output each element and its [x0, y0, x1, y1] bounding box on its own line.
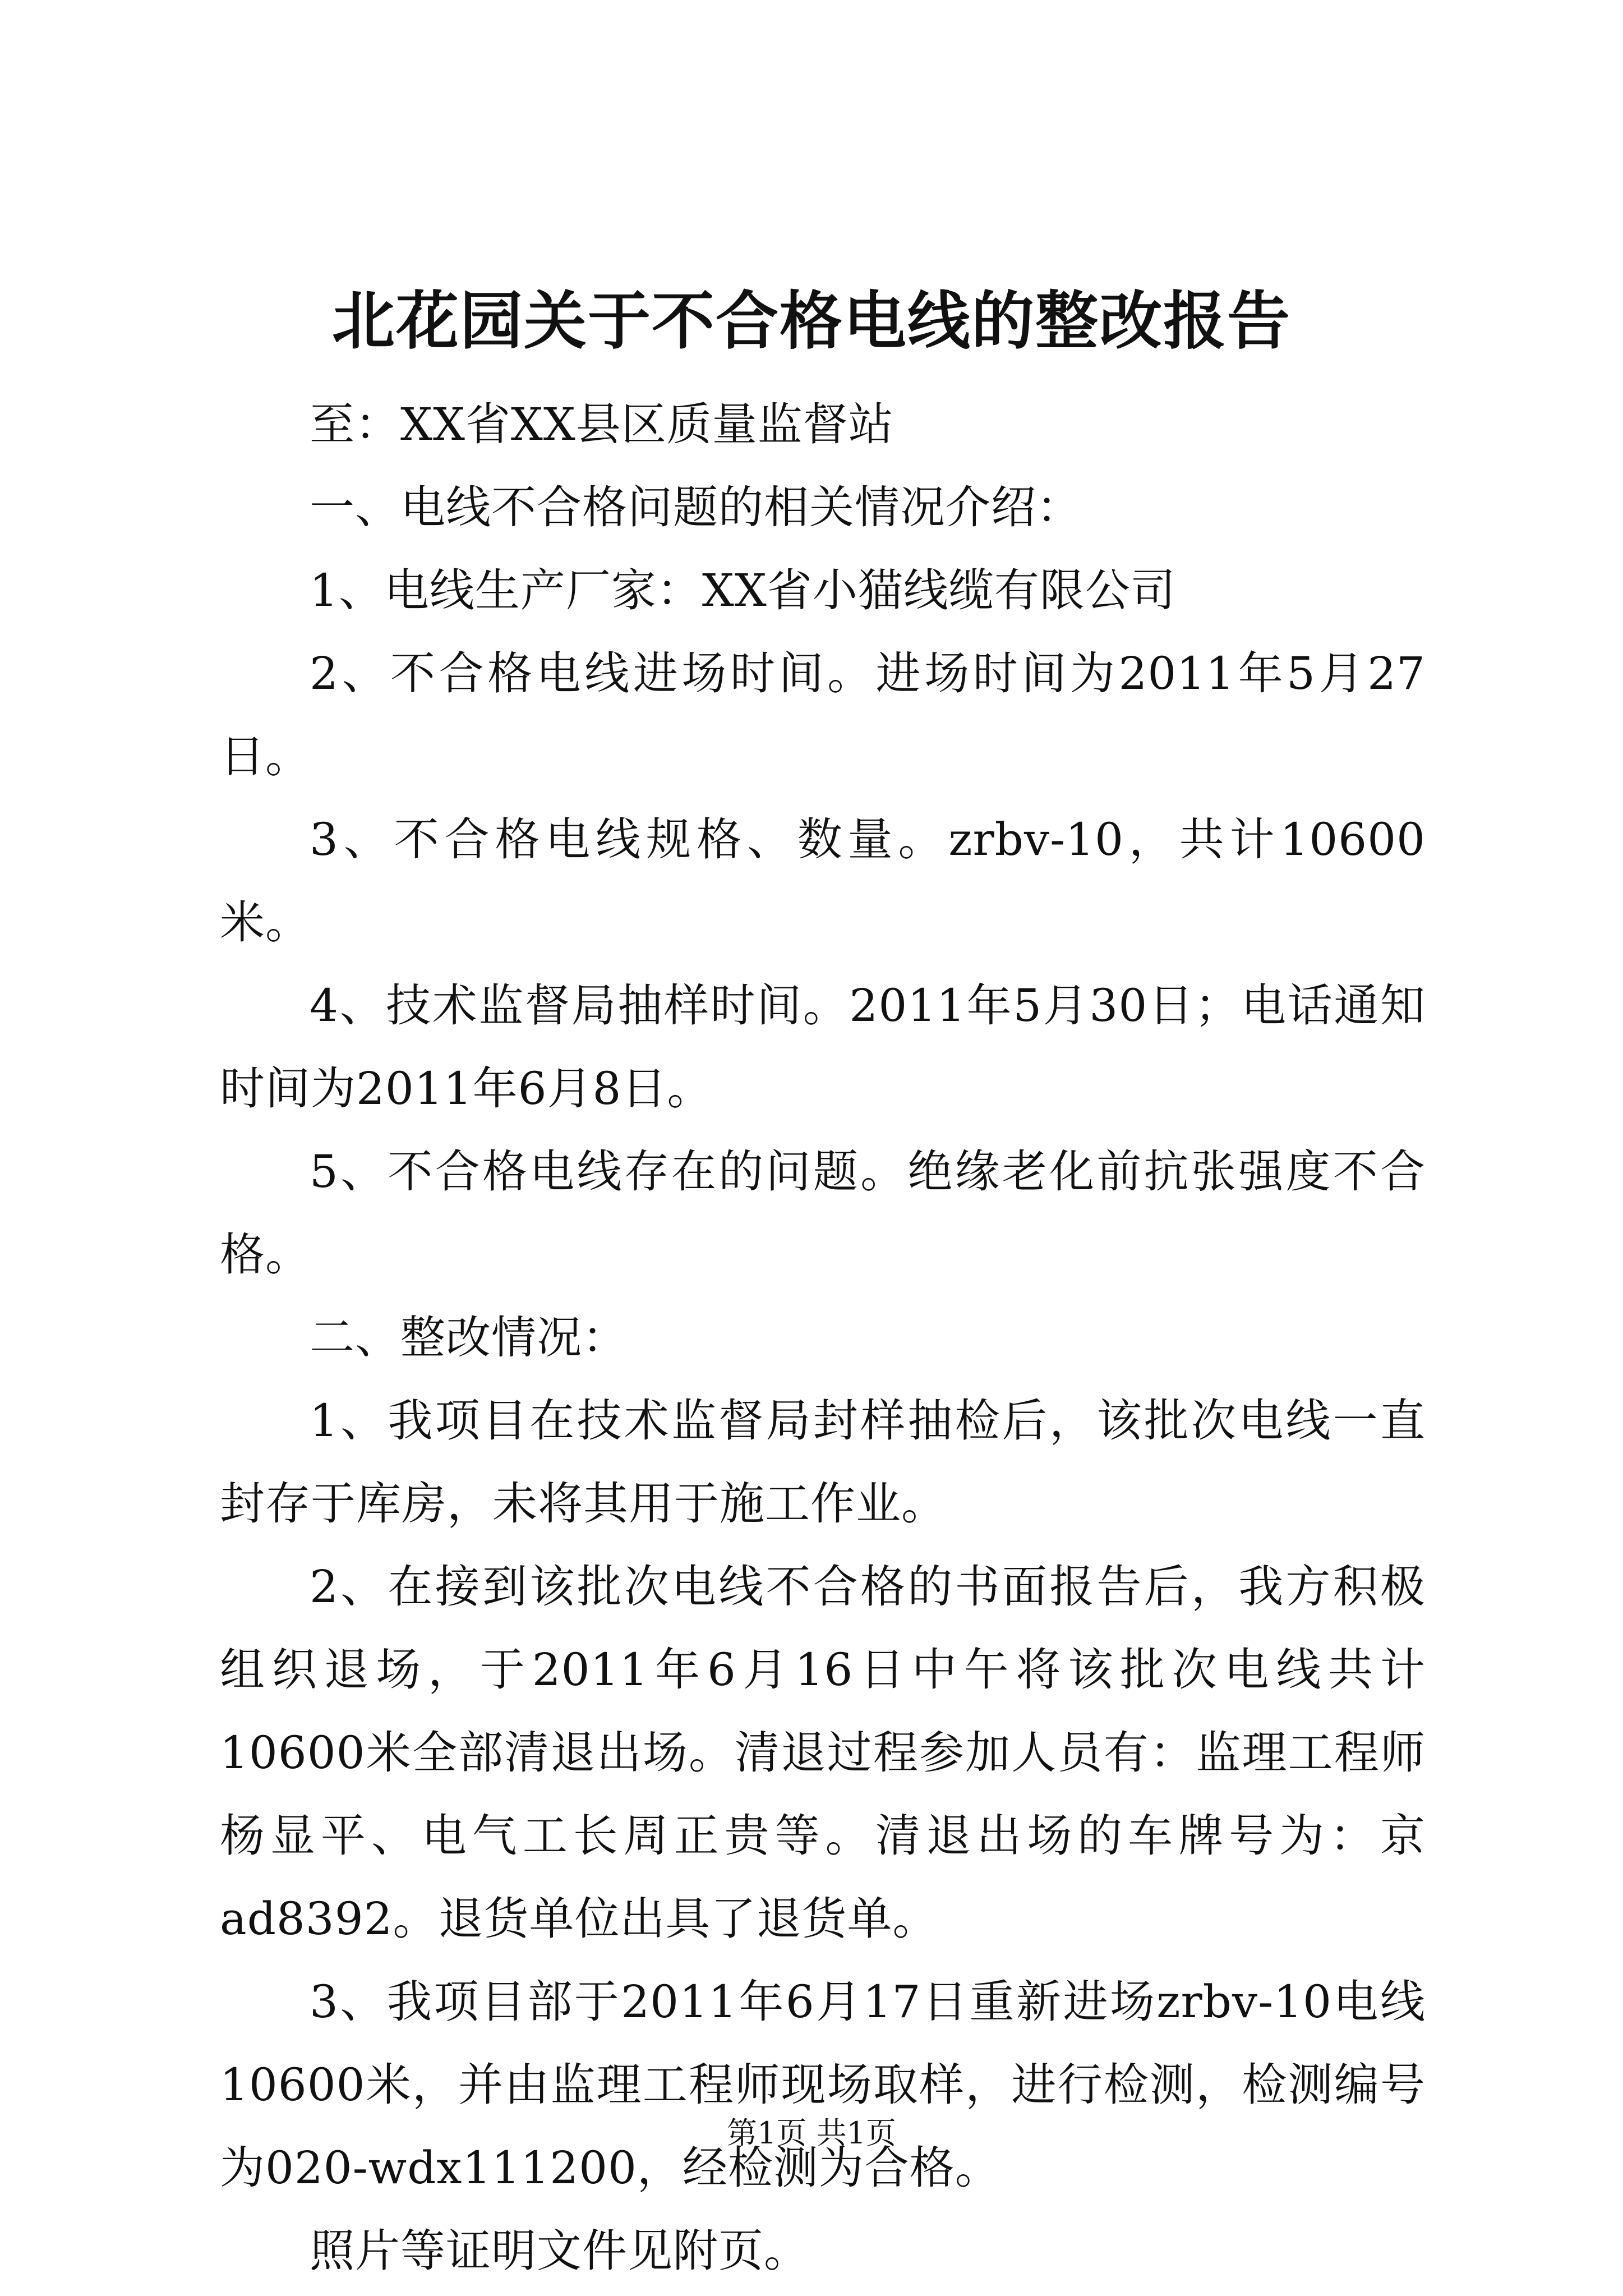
- paragraph-problem: 5、不合格电线存在的问题。绝缘老化前抗张强度不合格。: [220, 1145, 1426, 1281]
- addressee-line: 至：XX省XX县区质量监督站: [310, 398, 894, 450]
- paragraph-re-entry: 3、我项目部于2011年6月17日重新进场zrbv-10电线10600米，并由监理工程师现场取样，进行检测，检测编号为020-wdx111200，经检测为合格。: [220, 1976, 1426, 2194]
- paragraph-manufacturer: 1、电线生产厂家：XX省小猫线缆有限公司: [310, 564, 1176, 616]
- document-title: 北花园关于不合格电线的整改报告: [332, 284, 1291, 358]
- paragraph-entry-time: 2、不合格电线进场时间。进场时间为2011年5月27日。: [220, 647, 1426, 783]
- paragraph-sealed-storage: 1、我项目在技术监督局封样抽检后，该批次电线一直封存于库房，未将其用于施工作业。: [220, 1395, 1426, 1530]
- document-body: [220, 383, 1426, 2293]
- section-heading-1: 一、电线不合格问题的相关情况介绍：: [310, 481, 1082, 533]
- paragraph-return: 2、在接到该批次电线不合格的书面报告后，我方积极组织退场，于2011年6月16日中午将该批次电线共计10600米全部清退出场。清退过程参加人员有：监理工程师杨显平、电气工长周正贵等。清退出场的车牌号为：京ad8392。退货单位出具了退货单。: [220, 1561, 1426, 1945]
- paragraph-spec-quantity: 3、不合格电线规格、数量。zrbv-10，共计10600米。: [220, 813, 1426, 949]
- page-footer: 第1页 共1页: [727, 2115, 896, 2151]
- paragraph-sampling-time: 4、技术监督局抽样时间。2011年5月30日；电话通知时间为2011年6月8日。: [220, 979, 1426, 1115]
- section-heading-2: 二、整改情况：: [310, 1312, 628, 1364]
- paragraph-attachments: 照片等证明文件见附页。: [310, 2225, 809, 2277]
